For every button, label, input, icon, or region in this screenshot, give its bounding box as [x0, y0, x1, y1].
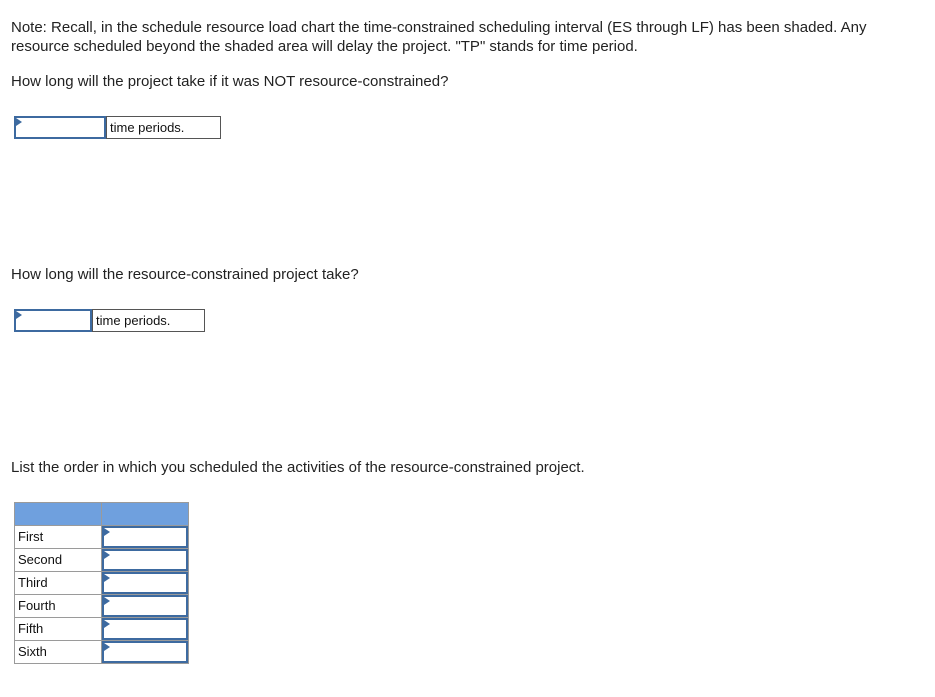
- table-row: [15, 572, 189, 595]
- order-input-sixth[interactable]: [102, 641, 188, 663]
- table-row: [15, 641, 189, 664]
- table-row: [15, 595, 189, 618]
- answer-input-1[interactable]: [14, 116, 106, 139]
- unit-label-2: time periods.: [92, 309, 205, 332]
- order-label-fifth: Fifth: [15, 618, 102, 641]
- order-input-fourth[interactable]: [102, 595, 188, 617]
- order-label-fourth: Fourth: [15, 595, 102, 618]
- activity-order-table: [14, 502, 189, 664]
- instruction-note: Note: Recall, in the schedule resource load chart the time-constrained scheduling interval (ES through LF) has been shaded. Any resource scheduled beyond the shaded area will delay the project. "TP" stands for time period.: [11, 19, 867, 55]
- question-1-text: How long will the project take if it was NOT resource-constrained?: [11, 73, 449, 90]
- table-header-cell: [102, 503, 189, 526]
- order-label-second: Second: [15, 549, 102, 572]
- answer-row-1: [14, 116, 221, 139]
- table-row: [15, 618, 189, 641]
- table-row: [15, 549, 189, 572]
- table-header-row: [15, 503, 189, 526]
- table-header-cell: [15, 503, 102, 526]
- unit-label-1: time periods.: [106, 116, 221, 139]
- order-input-second[interactable]: [102, 549, 188, 571]
- question-3-text: List the order in which you scheduled the activities of the resource-constrained project.: [11, 459, 585, 476]
- order-input-fifth[interactable]: [102, 618, 188, 640]
- order-input-first[interactable]: [102, 526, 188, 548]
- order-label-sixth: Sixth: [15, 641, 102, 664]
- question-2-text: How long will the resource-constrained project take?: [11, 266, 359, 283]
- order-label-third: Third: [15, 572, 102, 595]
- table-row: [15, 526, 189, 549]
- order-label-first: First: [15, 526, 102, 549]
- order-input-third[interactable]: [102, 572, 188, 594]
- answer-input-2[interactable]: [14, 309, 92, 332]
- answer-row-2: [14, 309, 205, 332]
